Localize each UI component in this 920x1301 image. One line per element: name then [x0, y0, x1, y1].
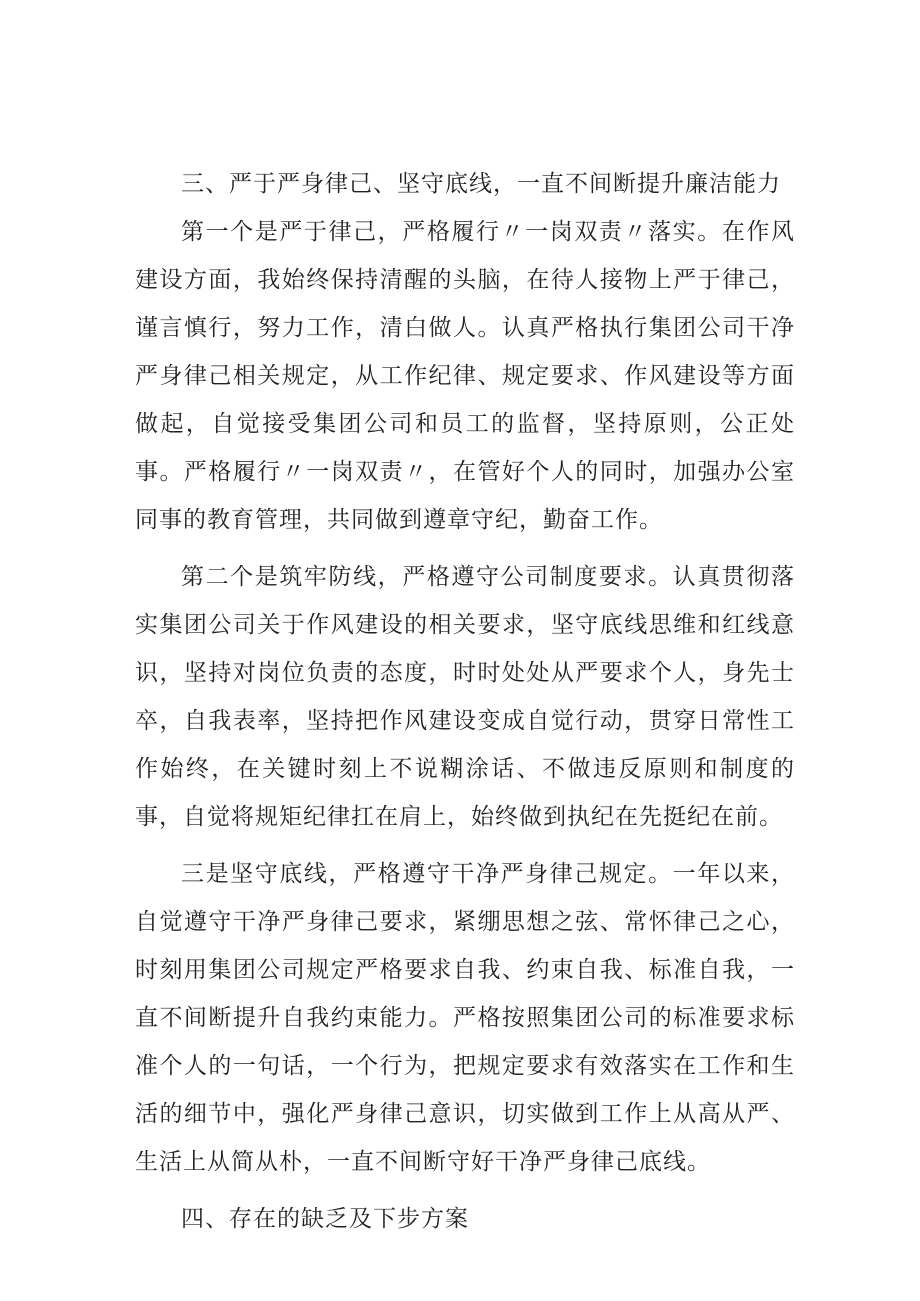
paragraph-bottom-line: 三是坚守底线，严格遵守干净严身律己规定。一年以来，自觉遵守干净严身律己要求，紧绷思想之弦、常怀律己之心，时刻用集团公司规定严格要求自我、约束自我、标准自我，一直不间断提升自我约束能力。严格按照集团公司的标准要求标准个人的一句话，一个行为，把规定要求有效落实在工作和生活的细节中，强化严身律己意识，切实做到工作上从高从严、生活上从简从朴，一直不间断守好干净严身律己底线。	[135, 861, 795, 1175]
section-four-heading: 四、存在的缺乏及下步方案	[181, 1206, 469, 1232]
document-body	[135, 160, 795, 1243]
paragraph-defense-line: 第二个是筑牢防线，严格遵守公司制度要求。认真贯彻落实集团公司关于作风建设的相关要求，坚守底线思维和红线意识，坚持对岗位负责的态度，时时处处从严要求个人，身先士卒，自我表率，坚持把作风建设变成自觉行动，贯穿日常性工作始终，在关键时刻上不说糊涂话、不做违反原则和制度的事，自觉将规矩纪律扛在肩上，始终做到执纪在先挺纪在前。	[135, 564, 795, 830]
section-three-heading: 三、严于严身律己、坚守底线，一直不间断提升廉洁能力	[181, 171, 781, 197]
paragraph-self-discipline: 第一个是严于律己，严格履行〃一岗双责〃落实。在作风建设方面，我始终保持清醒的头脑，在待人接物上严于律己，谨言慎行，努力工作，清白做人。认真严格执行集团公司干净严身律己相关规定，从工作纪律、规定要求、作风建设等方面做起，自觉接受集团公司和员工的监督，坚持原则，公正处事。严格履行〃一岗双责〃，在管好个人的同时，加强办公室同事的教育管理，共同做到遵章守纪，勤奋工作。	[135, 219, 795, 533]
